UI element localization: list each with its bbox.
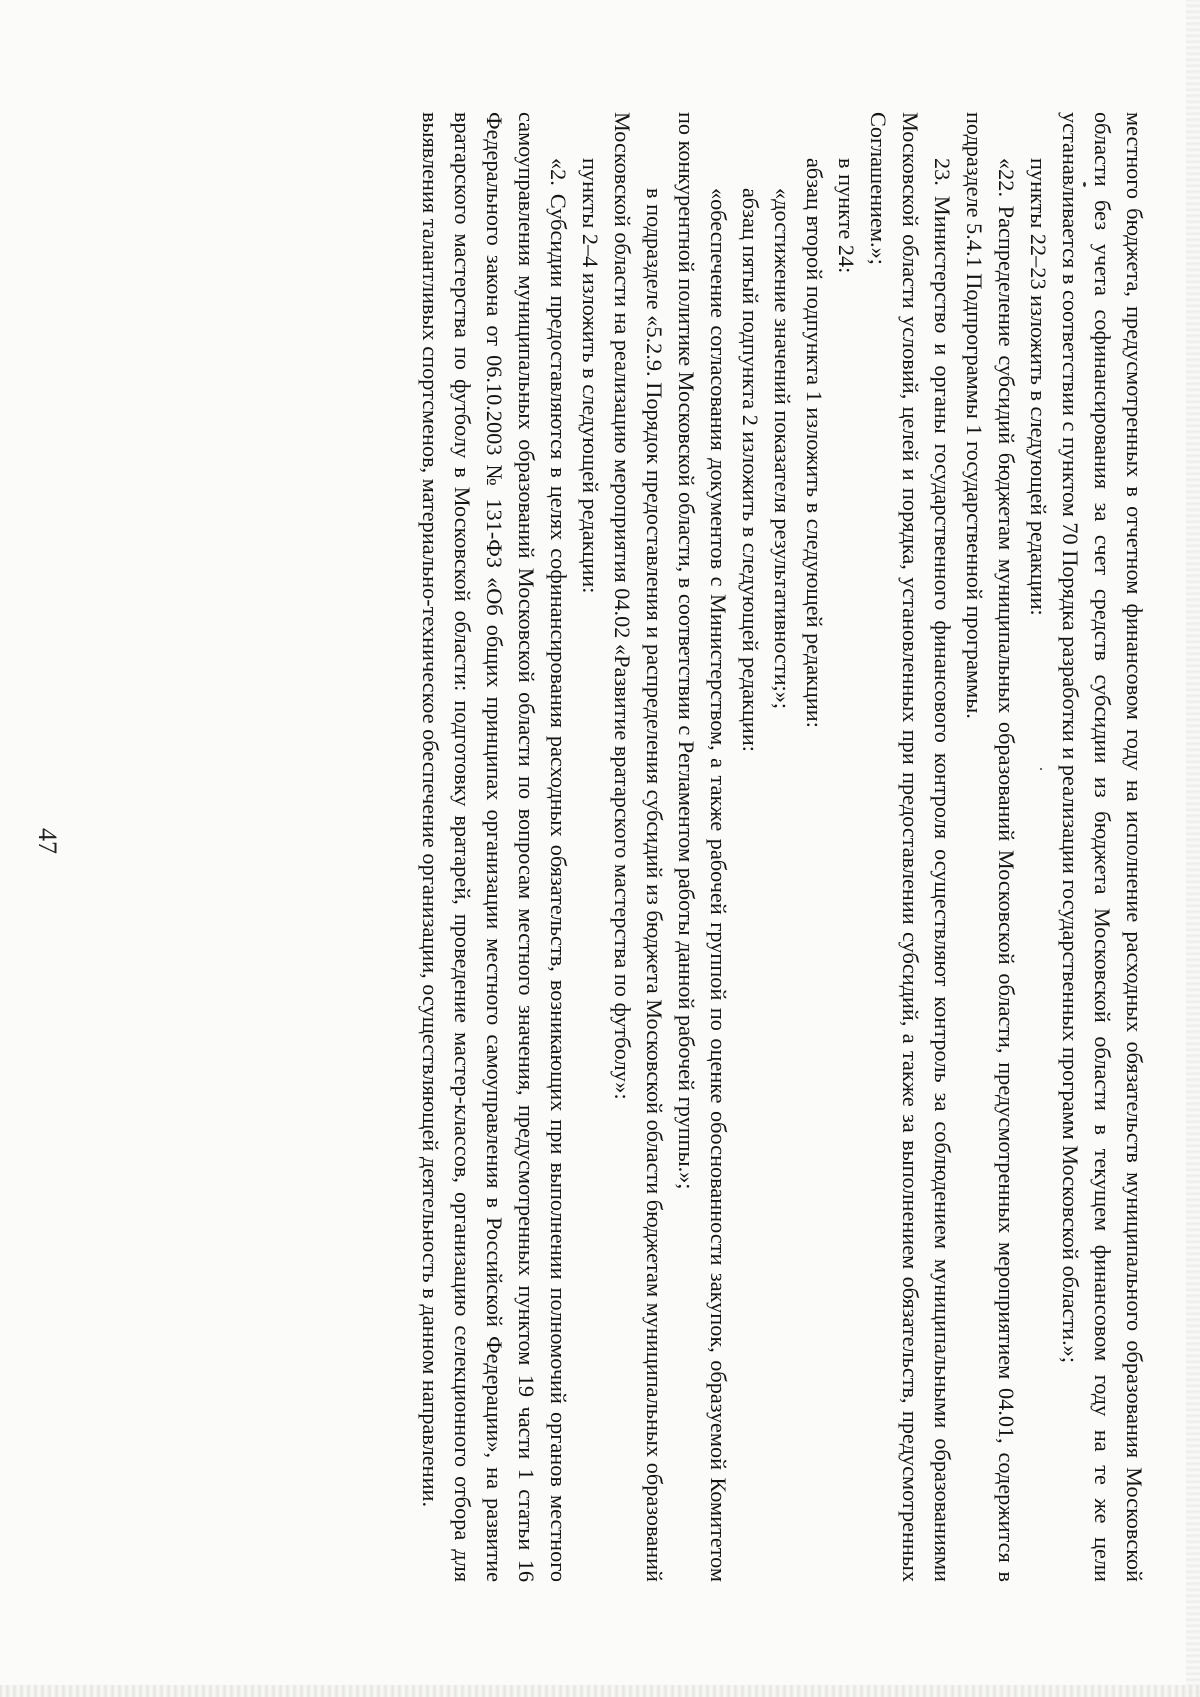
paragraph-11: пункты 2–4 изложить в следующей редакции: xyxy=(578,158,603,594)
paragraph-2: пункты 22–23 изложить в следующей редакции: xyxy=(1026,158,1051,616)
paragraph-5: в пункте 24: xyxy=(834,158,859,274)
paragraph-3: «22. Распределение субсидий бюджетам муниципальных образований Московской области, предусмотренных мероприятием 04.01, содержится в подразделе 5.4.1 Подпрограммы 1 государственной программы. xyxy=(962,112,1019,1582)
page-number: 47 xyxy=(33,828,62,854)
paragraph-6: абзац второй подпункта 1 изложить в следующей редакции: xyxy=(802,158,827,728)
paragraph-10: в подразделе «5.2.9. Порядок предоставления и распределения субсидий из бюджета Московской области бюджетам муниципальных образований Московской области на реализацию мероприятия 04.02 «Развитие вратарского мастерства по футболу»: xyxy=(610,112,667,1582)
paragraph-12: «2. Субсидии предоставляются в целях софинансирования расходных обязательств, возникающих при выполнении полномочий органов местного самоуправления муниципальных образований Московской области по вопросам местного значения, предусмотренных пунктом 19 части 1 статьи 16 Федерального закона от 06.10.2003 № 131-ФЗ «Об общих принципах организации местного самоуправления в Российской Федерации», на развитие вратарского мастерства по футболу в Московской области: подготовку вратарей, проведение мастер-классов, организацию селекционного отбора для выявления талантливых спортсменов, материально-техническое обеспечение организации, осуществляющей деятельность в данном направлении. xyxy=(418,112,571,1582)
scan-edge-bottom xyxy=(0,1685,1200,1697)
scan-edge-right xyxy=(1186,0,1200,1697)
paragraph-7: «достижение значений показателя результативности;»; xyxy=(770,188,795,710)
paragraph-8: абзац пятый подпункта 2 изложить в следующей редакции: xyxy=(738,188,763,752)
document-body xyxy=(120,112,1150,1582)
paragraph-4: 23. Министерство и органы государственного финансового контроля осуществляют контроль за соблюдением муниципальными образованиями Московской области условий, целей и порядка, установленных при предоставлении субсидий, а также за выполнением обязательств, предусмотренных Соглашением.»; xyxy=(866,112,955,1582)
paragraph-1: местного бюджета, предусмотренных в отчетном финансовом году на исполнение расходных обязательств муниципального образования Московской области без учета софинансирования за счет средств субсидии из бюджета Московской области в текущем финансовом году на те же цели устанавливается в соответствии с пунктом 70 Порядка разработки и реализации государственных программ Московской области.»; xyxy=(1058,112,1147,1582)
scan-speck xyxy=(1040,768,1042,770)
scan-speck xyxy=(1083,182,1086,187)
paragraph-9: «обеспечение согласования документов с Министерством, а также рабочей группой по оценке обоснованности закупок, образуемой Комитетом по конкурентной политике Московской области, в соответствии с Регламентом работы данной рабочей группы.»; xyxy=(674,112,731,1582)
